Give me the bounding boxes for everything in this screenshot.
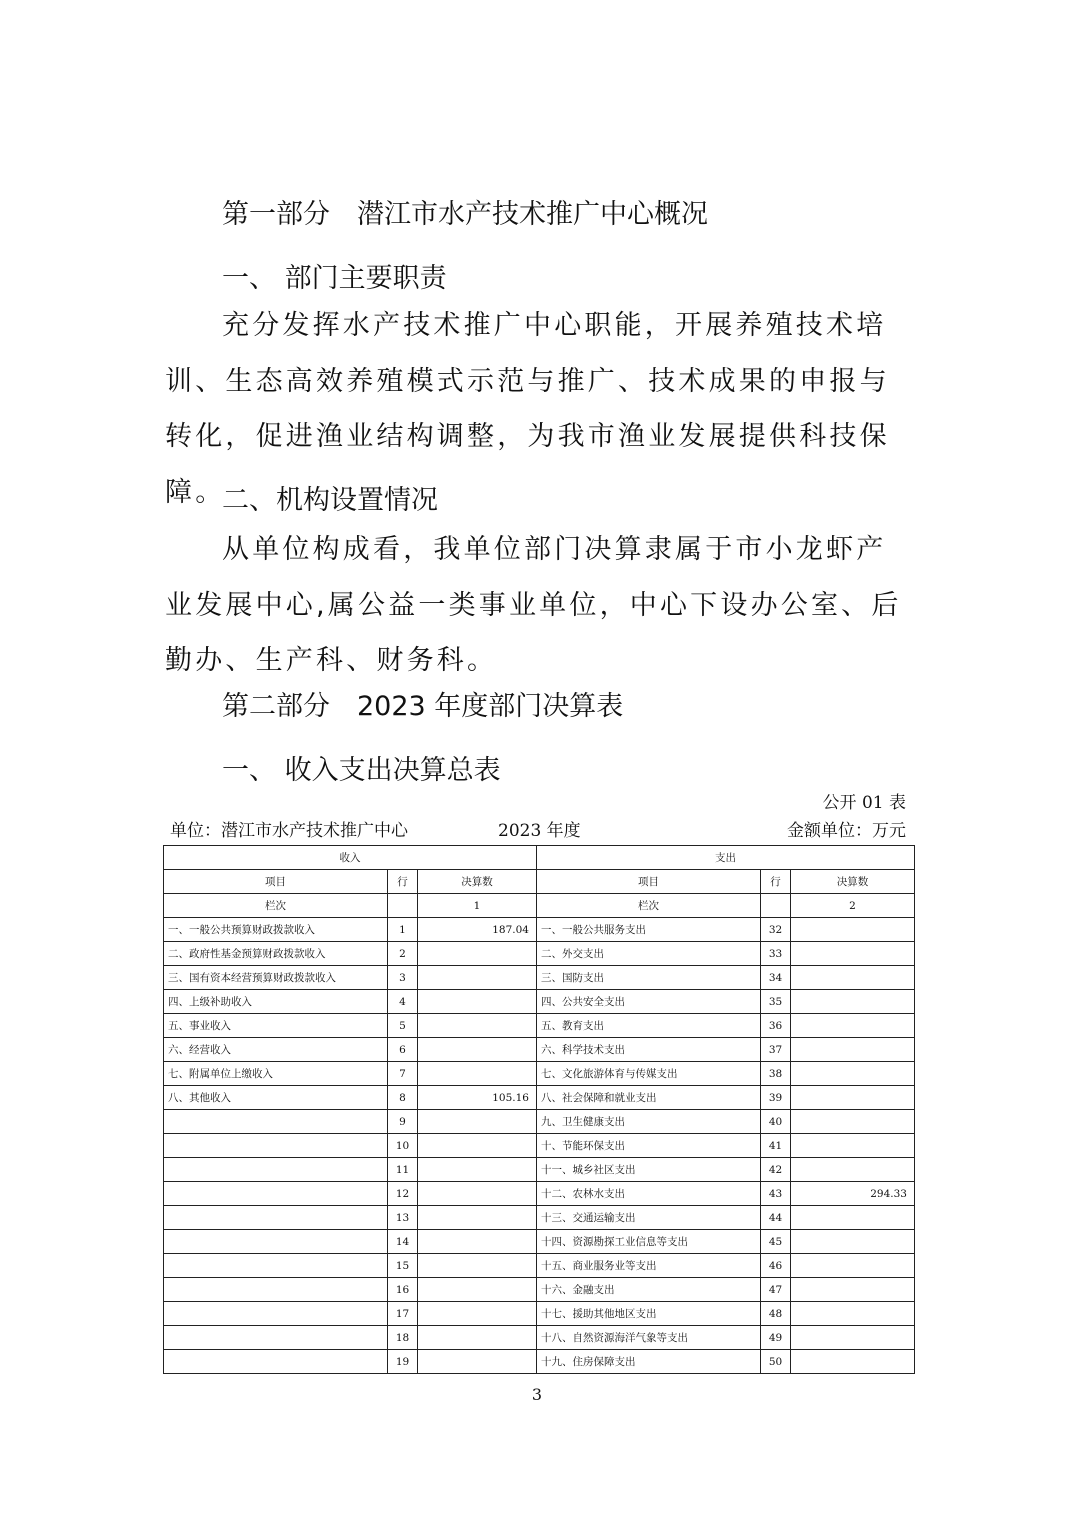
income-label-cell: 栏次 (164, 894, 388, 918)
table-row (164, 1206, 915, 1230)
table-row (164, 1302, 915, 1326)
expense-item-cell: 十七、援助其他地区支出 (537, 1302, 761, 1326)
expense-line-cell: 32 (761, 918, 791, 942)
income-item-cell: 三、国有资本经营预算财政拨款收入 (164, 966, 388, 990)
expense-line-cell: 41 (761, 1134, 791, 1158)
expense-line-cell: 50 (761, 1350, 791, 1374)
table-row (164, 1038, 915, 1062)
expense-amount-cell (791, 1014, 915, 1038)
table-row (164, 1062, 915, 1086)
table-row (164, 1350, 915, 1374)
income-amount-cell (418, 1302, 537, 1326)
income-line-cell: 6 (388, 1038, 418, 1062)
income-amount-cell (418, 1230, 537, 1254)
expense-item-cell: 一、一般公共服务支出 (537, 918, 761, 942)
expense-amount-header: 决算数 (791, 870, 915, 894)
expense-item-cell: 十六、金融支出 (537, 1278, 761, 1302)
table-row (164, 1278, 915, 1302)
income-line-cell: 2 (388, 942, 418, 966)
expense-line-cell: 34 (761, 966, 791, 990)
section1-body: 充分发挥水产技术推广中心职能，开展养殖技术培训、生态高效养殖模式示范与推广、技术成果的申报与转化，促进渔业结构调整，为我市渔业发展提供科技保障。 (165, 310, 890, 508)
unit-label: 单位：潜江市水产技术推广中心 (170, 821, 408, 841)
income-item-cell: 二、政府性基金预算财政拨款收入 (164, 942, 388, 966)
expense-amount-cell (791, 1086, 915, 1110)
expense-line-header: 行 (761, 870, 791, 894)
expense-item-cell: 三、国防支出 (537, 966, 761, 990)
table-row (164, 942, 915, 966)
section1-title: 一、 部门主要职责 (222, 263, 447, 294)
expense-amount-cell (791, 1158, 915, 1182)
income-amount-cell (418, 1014, 537, 1038)
expense-item-cell: 十二、农林水支出 (537, 1182, 761, 1206)
section2-title: 二、机构设置情况 (222, 485, 438, 516)
income-amount-cell (418, 942, 537, 966)
expense-amount-cell (791, 1254, 915, 1278)
amount-unit: 金额单位：万元 (787, 821, 906, 841)
income-amount-cell (418, 1206, 537, 1230)
expense-line-cell: 49 (761, 1326, 791, 1350)
section2-body: 从单位构成看，我单位部门决算隶属于市小龙虾产业发展中心,属公益一类事业单位，中心下设办公室、后勤办、生产科、财务科。 (165, 534, 902, 676)
table-column-header-row (164, 870, 915, 894)
income-line-cell: 14 (388, 1230, 418, 1254)
income-amount-cell (418, 1278, 537, 1302)
income-amount-header: 决算数 (418, 870, 537, 894)
expense-line-cell: 45 (761, 1230, 791, 1254)
expense-amount-cell (791, 1110, 915, 1134)
income-item-header: 项目 (164, 870, 388, 894)
income-line-cell: 18 (388, 1326, 418, 1350)
income-item-cell (164, 1230, 388, 1254)
income-amount-cell: 105.16 (418, 1086, 537, 1110)
expense-item-header: 项目 (537, 870, 761, 894)
expense-item-cell: 十八、自然资源海洋气象等支出 (537, 1326, 761, 1350)
income-item-cell: 六、经营收入 (164, 1038, 388, 1062)
table-row (164, 1086, 915, 1110)
income-line-cell: 8 (388, 1086, 418, 1110)
income-amount-cell (418, 1062, 537, 1086)
expense-item-cell: 十三、交通运输支出 (537, 1206, 761, 1230)
expense-label-cell: 栏次 (537, 894, 761, 918)
table-row (164, 1110, 915, 1134)
table-code: 公开 01 表 (822, 793, 906, 813)
table-row (164, 1158, 915, 1182)
table-body (164, 918, 915, 1374)
table-row (164, 1014, 915, 1038)
income-amount-cell (418, 1110, 537, 1134)
expense-line-cell: 35 (761, 990, 791, 1014)
expense-line-cell: 36 (761, 1014, 791, 1038)
expense-amount-cell (791, 1206, 915, 1230)
income-item-cell: 七、附属单位上缴收入 (164, 1062, 388, 1086)
income-item-cell (164, 1302, 388, 1326)
part2-title: 第二部分 2023 年度部门决算表 (222, 691, 624, 722)
income-amount-cell (418, 1158, 537, 1182)
income-item-cell: 一、一般公共预算财政拨款收入 (164, 918, 388, 942)
table-row (164, 1326, 915, 1350)
expense-item-cell: 八、社会保障和就业支出 (537, 1086, 761, 1110)
expense-line-cell: 42 (761, 1158, 791, 1182)
expense-amount-cell (791, 918, 915, 942)
table-row (164, 990, 915, 1014)
expense-amount-cell (791, 990, 915, 1014)
income-amount-cell: 187.04 (418, 918, 537, 942)
expense-item-cell: 七、文化旅游体育与传媒支出 (537, 1062, 761, 1086)
expense-amount-cell (791, 1038, 915, 1062)
expense-line-cell: 46 (761, 1254, 791, 1278)
table-row (164, 1230, 915, 1254)
page-number: 3 (531, 1385, 543, 1404)
income-item-cell (164, 1110, 388, 1134)
income-item-cell (164, 1278, 388, 1302)
expense-amount-cell (791, 1350, 915, 1374)
table-group-header-row (164, 846, 915, 870)
income-amount-cell (418, 1254, 537, 1278)
table-row (164, 1254, 915, 1278)
expense-line-cell: 33 (761, 942, 791, 966)
expense-item-cell: 六、科学技术支出 (537, 1038, 761, 1062)
expense-item-cell: 四、公共安全支出 (537, 990, 761, 1014)
income-expense-table (163, 845, 915, 1374)
income-item-cell (164, 1254, 388, 1278)
table-row (164, 1134, 915, 1158)
expense-line-cell: 39 (761, 1086, 791, 1110)
expense-amount-cell (791, 1134, 915, 1158)
table-row (164, 1182, 915, 1206)
income-item-cell (164, 1134, 388, 1158)
expense-item-cell: 十一、城乡社区支出 (537, 1158, 761, 1182)
income-item-cell: 四、上级补助收入 (164, 990, 388, 1014)
income-line-cell: 19 (388, 1350, 418, 1374)
expense-amount-cell (791, 966, 915, 990)
table-column-number-row (164, 894, 915, 918)
income-amount-cell (418, 966, 537, 990)
income-line-number-cell (388, 894, 418, 918)
income-line-header: 行 (388, 870, 418, 894)
expense-amount-cell (791, 1326, 915, 1350)
expense-line-cell: 37 (761, 1038, 791, 1062)
income-item-cell: 五、事业收入 (164, 1014, 388, 1038)
income-amount-cell (418, 1326, 537, 1350)
expense-line-number-cell (761, 894, 791, 918)
income-line-cell: 7 (388, 1062, 418, 1086)
expense-item-cell: 十五、商业服务业等支出 (537, 1254, 761, 1278)
expense-item-cell: 十九、住房保障支出 (537, 1350, 761, 1374)
income-amount-cell (418, 990, 537, 1014)
table-row (164, 966, 915, 990)
income-line-cell: 15 (388, 1254, 418, 1278)
income-item-cell (164, 1206, 388, 1230)
expense-line-cell: 43 (761, 1182, 791, 1206)
expense-amount-cell (791, 1302, 915, 1326)
expense-line-cell: 47 (761, 1278, 791, 1302)
table-row (164, 918, 915, 942)
expense-item-cell: 十四、资源勘探工业信息等支出 (537, 1230, 761, 1254)
income-item-cell (164, 1326, 388, 1350)
income-line-cell: 10 (388, 1134, 418, 1158)
income-line-cell: 12 (388, 1182, 418, 1206)
income-line-cell: 4 (388, 990, 418, 1014)
income-item-cell (164, 1182, 388, 1206)
income-line-cell: 5 (388, 1014, 418, 1038)
expense-line-cell: 44 (761, 1206, 791, 1230)
part1-title: 第一部分 潜江市水产技术推广中心概况 (222, 199, 708, 230)
income-line-cell: 3 (388, 966, 418, 990)
income-item-cell: 八、其他收入 (164, 1086, 388, 1110)
income-line-cell: 1 (388, 918, 418, 942)
income-amount-cell (418, 1134, 537, 1158)
expense-amount-cell (791, 1230, 915, 1254)
expense-amount-cell (791, 1278, 915, 1302)
income-column-number: 1 (418, 894, 537, 918)
expense-item-cell: 九、卫生健康支出 (537, 1110, 761, 1134)
income-line-cell: 17 (388, 1302, 418, 1326)
expense-item-cell: 十、节能环保支出 (537, 1134, 761, 1158)
income-item-cell (164, 1350, 388, 1374)
expense-column-number: 2 (791, 894, 915, 918)
income-line-cell: 9 (388, 1110, 418, 1134)
table-title: 一、 收入支出决算总表 (222, 755, 501, 786)
year-label: 2023 年度 (498, 821, 581, 841)
expense-amount-cell (791, 1062, 915, 1086)
income-line-cell: 11 (388, 1158, 418, 1182)
income-amount-cell (418, 1182, 537, 1206)
income-amount-cell (418, 1350, 537, 1374)
expense-amount-cell: 294.33 (791, 1182, 915, 1206)
expense-line-cell: 38 (761, 1062, 791, 1086)
income-amount-cell (418, 1038, 537, 1062)
income-line-cell: 16 (388, 1278, 418, 1302)
income-header: 收入 (164, 846, 537, 870)
expense-amount-cell (791, 942, 915, 966)
income-item-cell (164, 1158, 388, 1182)
expense-line-cell: 48 (761, 1302, 791, 1326)
expense-item-cell: 二、外交支出 (537, 942, 761, 966)
expense-item-cell: 五、教育支出 (537, 1014, 761, 1038)
expense-header: 支出 (537, 846, 915, 870)
income-line-cell: 13 (388, 1206, 418, 1230)
expense-line-cell: 40 (761, 1110, 791, 1134)
